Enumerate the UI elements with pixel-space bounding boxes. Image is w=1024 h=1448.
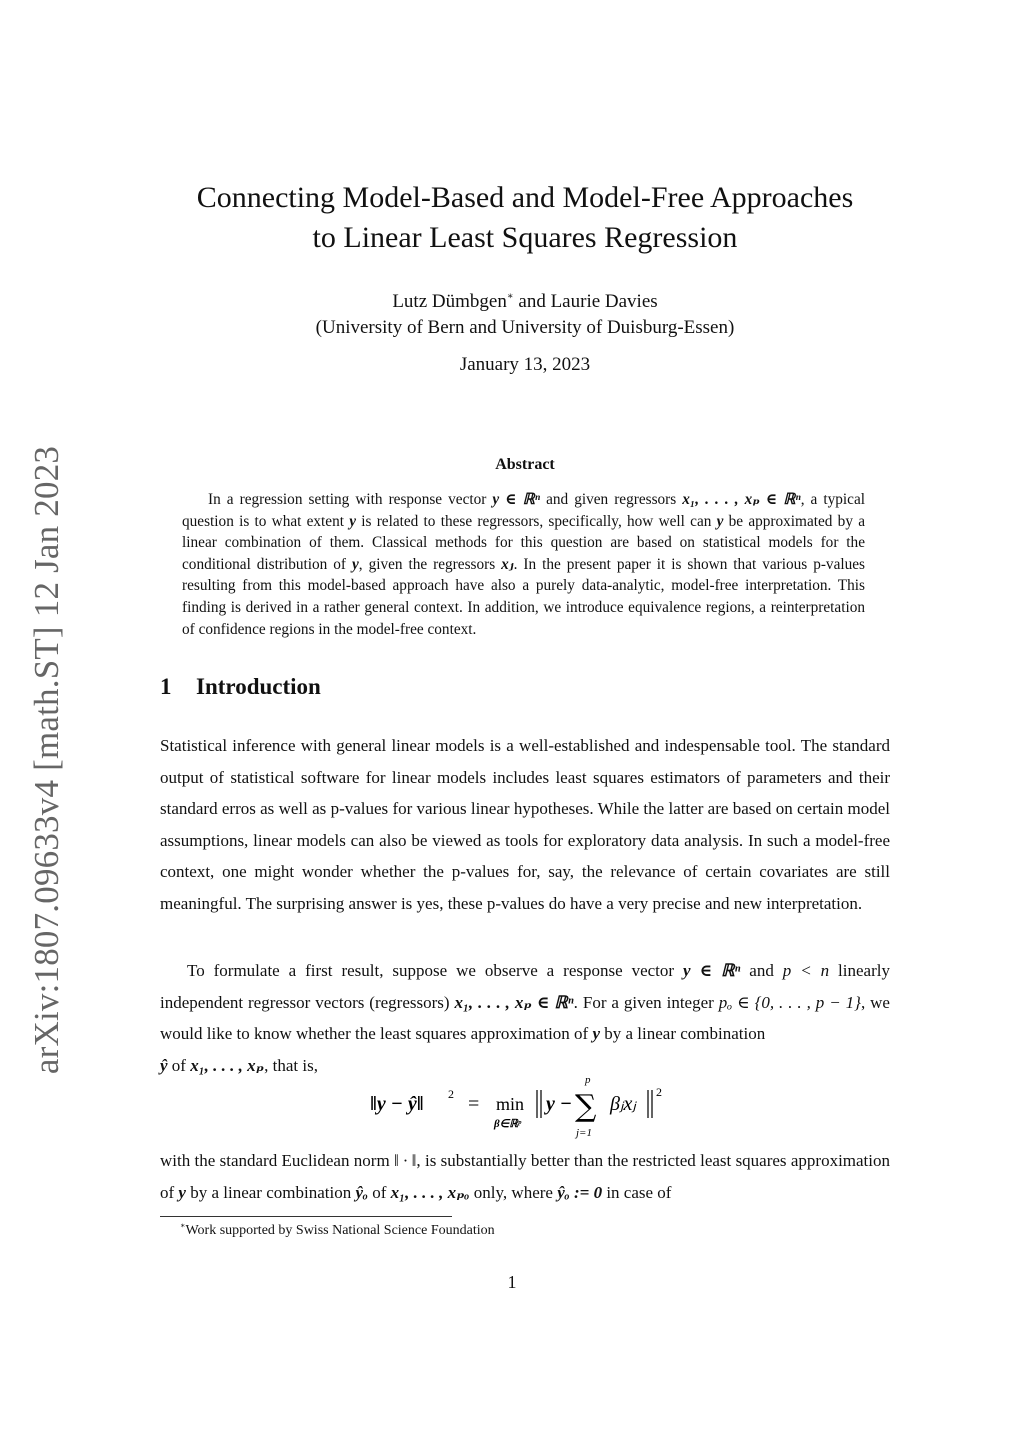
intro-paragraph-2 [160, 955, 890, 1081]
author-first: Lutz Dümbgen [392, 291, 507, 312]
abstract-seg: . In the present paper it is shown that various p-values resulting from this model-based approach have also a purely data-analytic, model-free interpretation. This finding is derived in a rather general context. In addition, we introduce equivalence regions, a reinterpretation of confidence regions in the model-free context. [182, 555, 866, 638]
math-p-lt-n: p < n [782, 961, 830, 980]
math-x-list: x₁, . . . , xₚ ∈ ℝⁿ [682, 491, 801, 508]
abstract-seg: is related to these regressors, specifically, how well can [356, 512, 717, 530]
text-seg: in case of [602, 1182, 672, 1202]
abstract-seg: , given the regressors [358, 555, 502, 573]
footnote-text: Work supported by Swiss National Science Foundation [185, 1223, 495, 1238]
eq-min-subscript: β∈ℝᵖ [494, 1118, 522, 1130]
math-norm: ‖ · ‖ [394, 1151, 417, 1170]
math-xj: xⱼ [501, 555, 514, 573]
abstract-seg: In a regression setting with response vector [208, 491, 493, 508]
math-y-hat-o: ŷₒ [355, 1182, 368, 1202]
text-seg: of [367, 1182, 391, 1202]
title-line-2: to Linear Least Squares Regression [312, 221, 738, 254]
eq-min: min [496, 1094, 525, 1114]
page-number: 1 [507, 1272, 517, 1292]
text-seg: , we would like to know whether the least squares approximation of [160, 992, 890, 1044]
text-seg: , that is, [264, 1055, 318, 1075]
text-seg: only, where [469, 1182, 558, 1202]
footnote [180, 1221, 495, 1239]
eq-lhs: ‖y − ŷ‖ [370, 1093, 424, 1115]
abstract-text [182, 489, 865, 640]
eq-sum-lower: j=1 [576, 1127, 592, 1139]
eq-sum-upper: p [585, 1074, 591, 1086]
eq-sum-sign: ∑ [575, 1089, 597, 1124]
author-affiliation: (University of Bern and University of Duisburg-Essen) [315, 317, 735, 338]
text-seg: by a linear combination [185, 1182, 356, 1202]
footnote-rule [160, 1216, 452, 1217]
math-y-in-rn: y ∈ ℝⁿ [682, 961, 741, 980]
eq-rhs-y: y − [546, 1093, 572, 1115]
eq-sum-term: βⱼxⱼ [610, 1093, 636, 1115]
author-rest: and Laurie Davies [513, 291, 658, 312]
math-y: y [349, 512, 357, 530]
arxiv-sidebar [12, 440, 82, 1080]
math-y: y [592, 1024, 601, 1044]
math-x-list: x₁, . . . , xₚ ∈ ℝⁿ [454, 992, 574, 1012]
section-number: 1 [160, 674, 172, 699]
abstract-seg: be approximated by a linear combination of them. Classical methods for this question are based on statistical models for the conditional distribution of [182, 512, 865, 573]
intro-paragraph-1 [160, 730, 890, 920]
paper-title [160, 178, 890, 258]
math-x-list-p: x₁, . . . , xₚ [190, 1055, 265, 1075]
text-seg: . For a given integer [573, 992, 719, 1012]
eq-rhs-square: 2 [656, 1085, 662, 1099]
math-y: y [716, 512, 724, 530]
text-seg: , is substantially better than the restricted least squares approximation of [160, 1151, 891, 1202]
intro-paragraph-3 [160, 1145, 890, 1208]
math-y: y [178, 1182, 186, 1202]
math-y-hat-o-def: ŷₒ := 0 [557, 1182, 603, 1202]
eq-lhs-square: 2 [448, 1087, 454, 1101]
paragraph-text: Statistical inference with general linear models is a well-established and indespensable tool. The standard output of statistical software for linear models includes least squares estimators of parameters and their standard erros as well as p-values for various linear hypotheses. While the latter are based on certain model assumptions, linear models can also be viewed as tools for exploratory data analysis. In such a model-free context, one might wonder whether the p-values for, say, the relevance of certain covariates are still meaningful. The surprising answer is yes, these p-values do have a very precise and new interpretation. [160, 736, 890, 913]
math-y-hat: ŷ [160, 1055, 168, 1075]
authors-block [160, 284, 890, 341]
abstract-seg: and given regressors [540, 491, 683, 508]
footnote-mark: ∗ [180, 1221, 186, 1230]
text-seg: linearly independent regressor vectors (regressors) [160, 961, 890, 1012]
title-line-1: Connecting Model-Based and Model-Free Approaches [196, 181, 854, 214]
math-x-list-po: x₁, . . . , xₚₒ [390, 1182, 470, 1202]
eq-equals: = [468, 1093, 480, 1115]
author-names [160, 284, 890, 315]
text-seg: of [167, 1055, 191, 1075]
arxiv-identifier: arXiv:1807.09633v4 [math.ST] 12 Jan 2023 [27, 445, 66, 1075]
text-seg: To formulate a first result, suppose we observe a response vector [187, 961, 683, 980]
section-title: Introduction [196, 674, 321, 699]
display-equation [370, 1074, 690, 1144]
math-y: y [351, 555, 359, 573]
text-seg: with the standard Euclidean norm [160, 1151, 394, 1170]
math-po-set: pₒ ∈ {0, . . . , p − 1} [718, 992, 861, 1012]
text-seg: and [740, 961, 783, 980]
author-footnote-mark: ∗ [506, 291, 514, 302]
abstract-seg: , a typical question is to what extent [182, 491, 866, 530]
paper-date: January 13, 2023 [459, 354, 591, 375]
section-heading [160, 674, 321, 700]
math-y-in-rn: y ∈ ℝⁿ [492, 491, 541, 508]
abstract-heading: Abstract [495, 456, 555, 473]
text-seg: by a linear combination [600, 1024, 766, 1044]
